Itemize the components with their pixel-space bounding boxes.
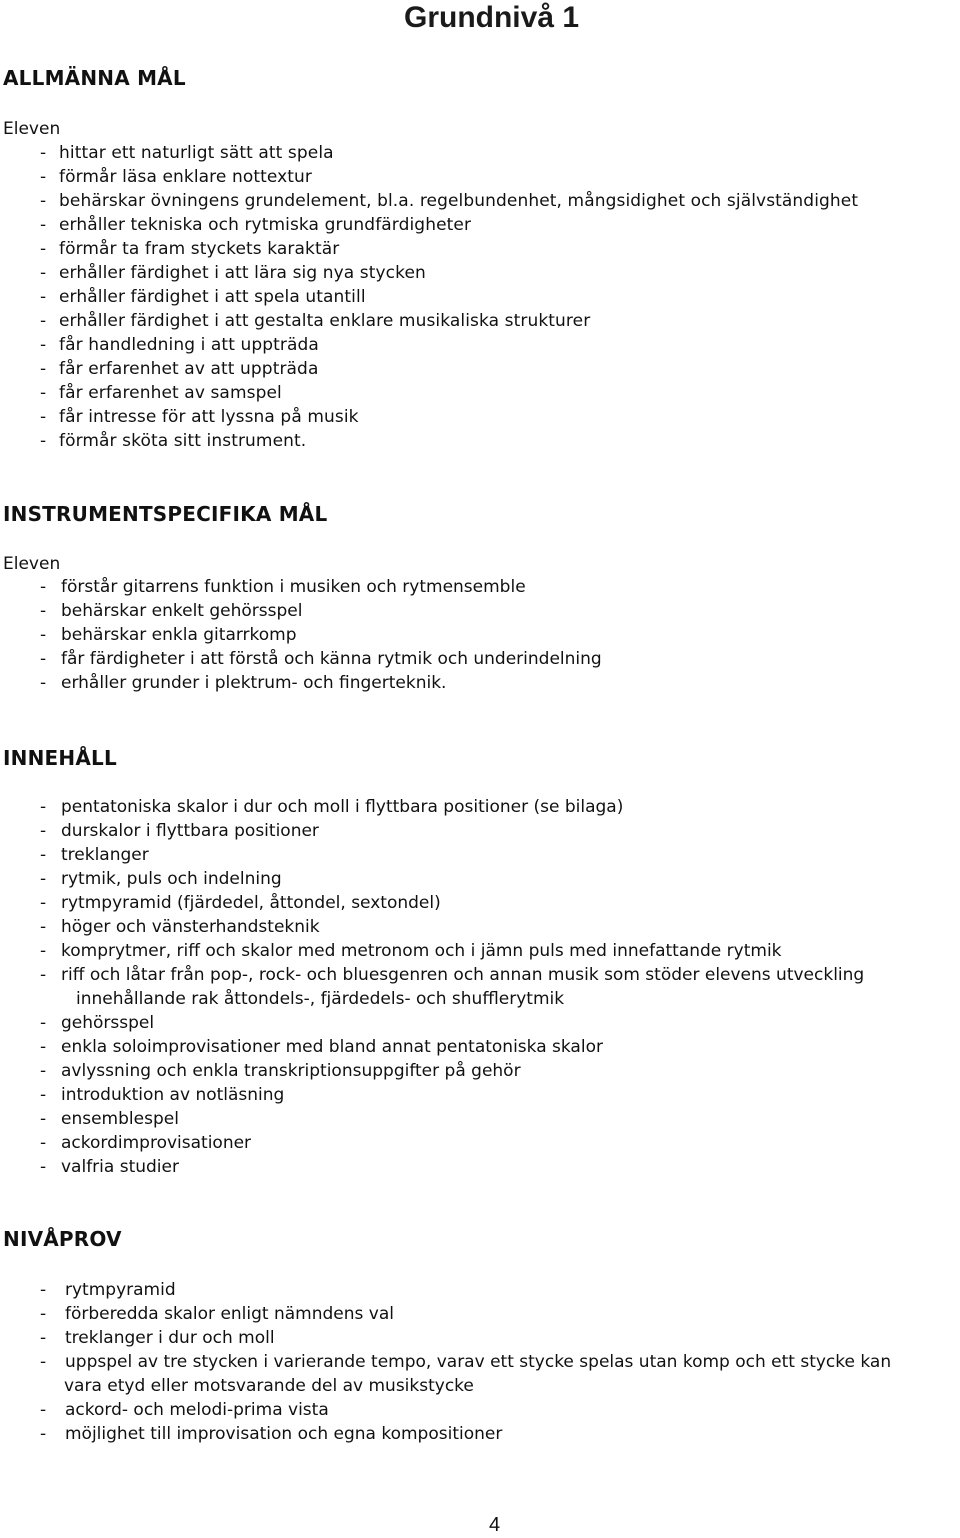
list-dash: - <box>40 263 47 283</box>
list-dash: - <box>40 1061 47 1081</box>
list-dash: - <box>40 797 47 817</box>
list-item-text: behärskar enkla gitarrkomp <box>61 625 297 645</box>
list-dash: - <box>40 359 47 379</box>
list-dash: - <box>40 941 47 961</box>
list-item-text: avlyssning och enkla transkriptionsuppgifter på gehör <box>61 1061 521 1081</box>
list-dash: - <box>40 1037 47 1057</box>
list-item-continuation: vara etyd eller motsvarande del av musikstycke <box>64 1376 474 1396</box>
list-dash: - <box>40 845 47 865</box>
list-item-text: får färdigheter i att förstå och känna rytmik och underindelning <box>61 649 602 669</box>
list-dash: - <box>40 1352 47 1372</box>
list-item-text: får intresse för att lyssna på musik <box>59 407 359 427</box>
list-dash: - <box>40 625 47 645</box>
list-item-text: får erfarenhet av samspel <box>59 383 282 403</box>
list-item-text: erhåller grunder i plektrum- och fingerteknik. <box>61 673 447 693</box>
list-item-continuation: innehållande rak åttondels-, fjärdedels- och shufflerytmik <box>76 989 565 1009</box>
list-item-text: gehörsspel <box>61 1013 155 1033</box>
list-item-text: förberedda skalor enligt nämndens val <box>65 1304 394 1324</box>
list-item-text: rytmik, puls och indelning <box>61 869 282 889</box>
list-item-text: riff och låtar från pop-, rock- och bluesgenren och annan musik som stöder elevens utveckling <box>61 965 865 985</box>
list-item-text: uppspel av tre stycken i varierande tempo, varav ett stycke spelas utan komp och ett stycke kan <box>65 1352 892 1372</box>
list-item-text: enkla soloimprovisationer med bland annat pentatoniska skalor <box>61 1037 603 1057</box>
section-heading-allmanna: ALLMÄNNA MÅL <box>3 66 186 90</box>
section-heading-innehall: INNEHÅLL <box>3 746 117 770</box>
list-dash: - <box>40 1157 47 1177</box>
list-item-text: erhåller färdighet i att gestalta enklare musikaliska strukturer <box>59 311 591 331</box>
list-dash: - <box>40 335 47 355</box>
list-dash: - <box>40 1280 47 1300</box>
list-item-text: förmår sköta sitt instrument. <box>59 431 307 451</box>
list-item-text: durskalor i flyttbara positioner <box>61 821 319 841</box>
list-dash: - <box>40 1133 47 1153</box>
list-dash: - <box>40 893 47 913</box>
list-dash: - <box>40 191 47 211</box>
list-item-text: ackordimprovisationer <box>61 1133 252 1153</box>
list-item-text: ensemblespel <box>61 1109 179 1129</box>
list-item-text: erhåller tekniska och rytmiska grundfärdigheter <box>59 215 472 235</box>
list-item-text: får handledning i att uppträda <box>59 335 319 355</box>
list-dash: - <box>40 1109 47 1129</box>
list-dash: - <box>40 239 47 259</box>
list-item-text: rytmpyramid <box>65 1280 176 1300</box>
list-dash: - <box>40 215 47 235</box>
list-dash: - <box>40 1085 47 1105</box>
list-item-text: treklanger <box>61 845 149 865</box>
list-dash: - <box>40 821 47 841</box>
list-item-text: hittar ett naturligt sätt att spela <box>59 143 334 163</box>
section-heading-instrument: INSTRUMENTSPECIFIKA MÅL <box>3 502 328 526</box>
list-dash: - <box>40 965 47 985</box>
list-dash: - <box>40 1424 47 1444</box>
list-dash: - <box>40 431 47 451</box>
list-dash: - <box>40 869 47 889</box>
list-item-text: ackord- och melodi-prima vista <box>65 1400 329 1420</box>
list-item-text: behärskar övningens grundelement, bl.a. regelbundenhet, mångsidighet och självständighet <box>59 191 859 211</box>
list-dash: - <box>40 1304 47 1324</box>
list-item-text: får erfarenhet av att uppträda <box>59 359 319 379</box>
list-item-text: introduktion av notläsning <box>61 1085 285 1105</box>
list-item-text: komprytmer, riff och skalor med metronom och i jämn puls med innefattande rytmik <box>61 941 782 961</box>
list-dash: - <box>40 577 47 597</box>
section-heading-nivaprov: NIVÅPROV <box>3 1227 122 1251</box>
list-dash: - <box>40 601 47 621</box>
list-item-text: förstår gitarrens funktion i musiken och rytmensemble <box>61 577 526 597</box>
list-dash: - <box>40 407 47 427</box>
list-item-text: valfria studier <box>61 1157 179 1177</box>
list-item-text: erhåller färdighet i att lära sig nya stycken <box>59 263 426 283</box>
list-item-text: höger och vänsterhandsteknik <box>61 917 320 937</box>
list-dash: - <box>40 649 47 669</box>
list-item-text: erhåller färdighet i att spela utantill <box>59 287 366 307</box>
list-item-text: pentatoniska skalor i dur och moll i flyttbara positioner (se bilaga) <box>61 797 624 817</box>
list-dash: - <box>40 673 47 693</box>
list-dash: - <box>40 143 47 163</box>
list-item-text: behärskar enkelt gehörsspel <box>61 601 303 621</box>
list-item-text: förmår läsa enklare nottextur <box>59 167 313 187</box>
list-item-text: treklanger i dur och moll <box>65 1328 275 1348</box>
list-dash: - <box>40 287 47 307</box>
list-dash: - <box>40 1328 47 1348</box>
page-title: Grundnivå 1 <box>404 1 580 34</box>
list-dash: - <box>40 1013 47 1033</box>
allmanna-intro: Eleven <box>3 119 61 139</box>
list-item-text: förmår ta fram styckets karaktär <box>59 239 340 259</box>
list-dash: - <box>40 383 47 403</box>
instrument-intro: Eleven <box>3 554 61 574</box>
page-number: 4 <box>489 1514 501 1536</box>
list-item-text: rytmpyramid (fjärdedel, åttondel, sextondel) <box>61 893 441 913</box>
list-dash: - <box>40 167 47 187</box>
list-dash: - <box>40 311 47 331</box>
list-dash: - <box>40 1400 47 1420</box>
list-dash: - <box>40 917 47 937</box>
list-item-text: möjlighet till improvisation och egna kompositioner <box>65 1424 503 1444</box>
